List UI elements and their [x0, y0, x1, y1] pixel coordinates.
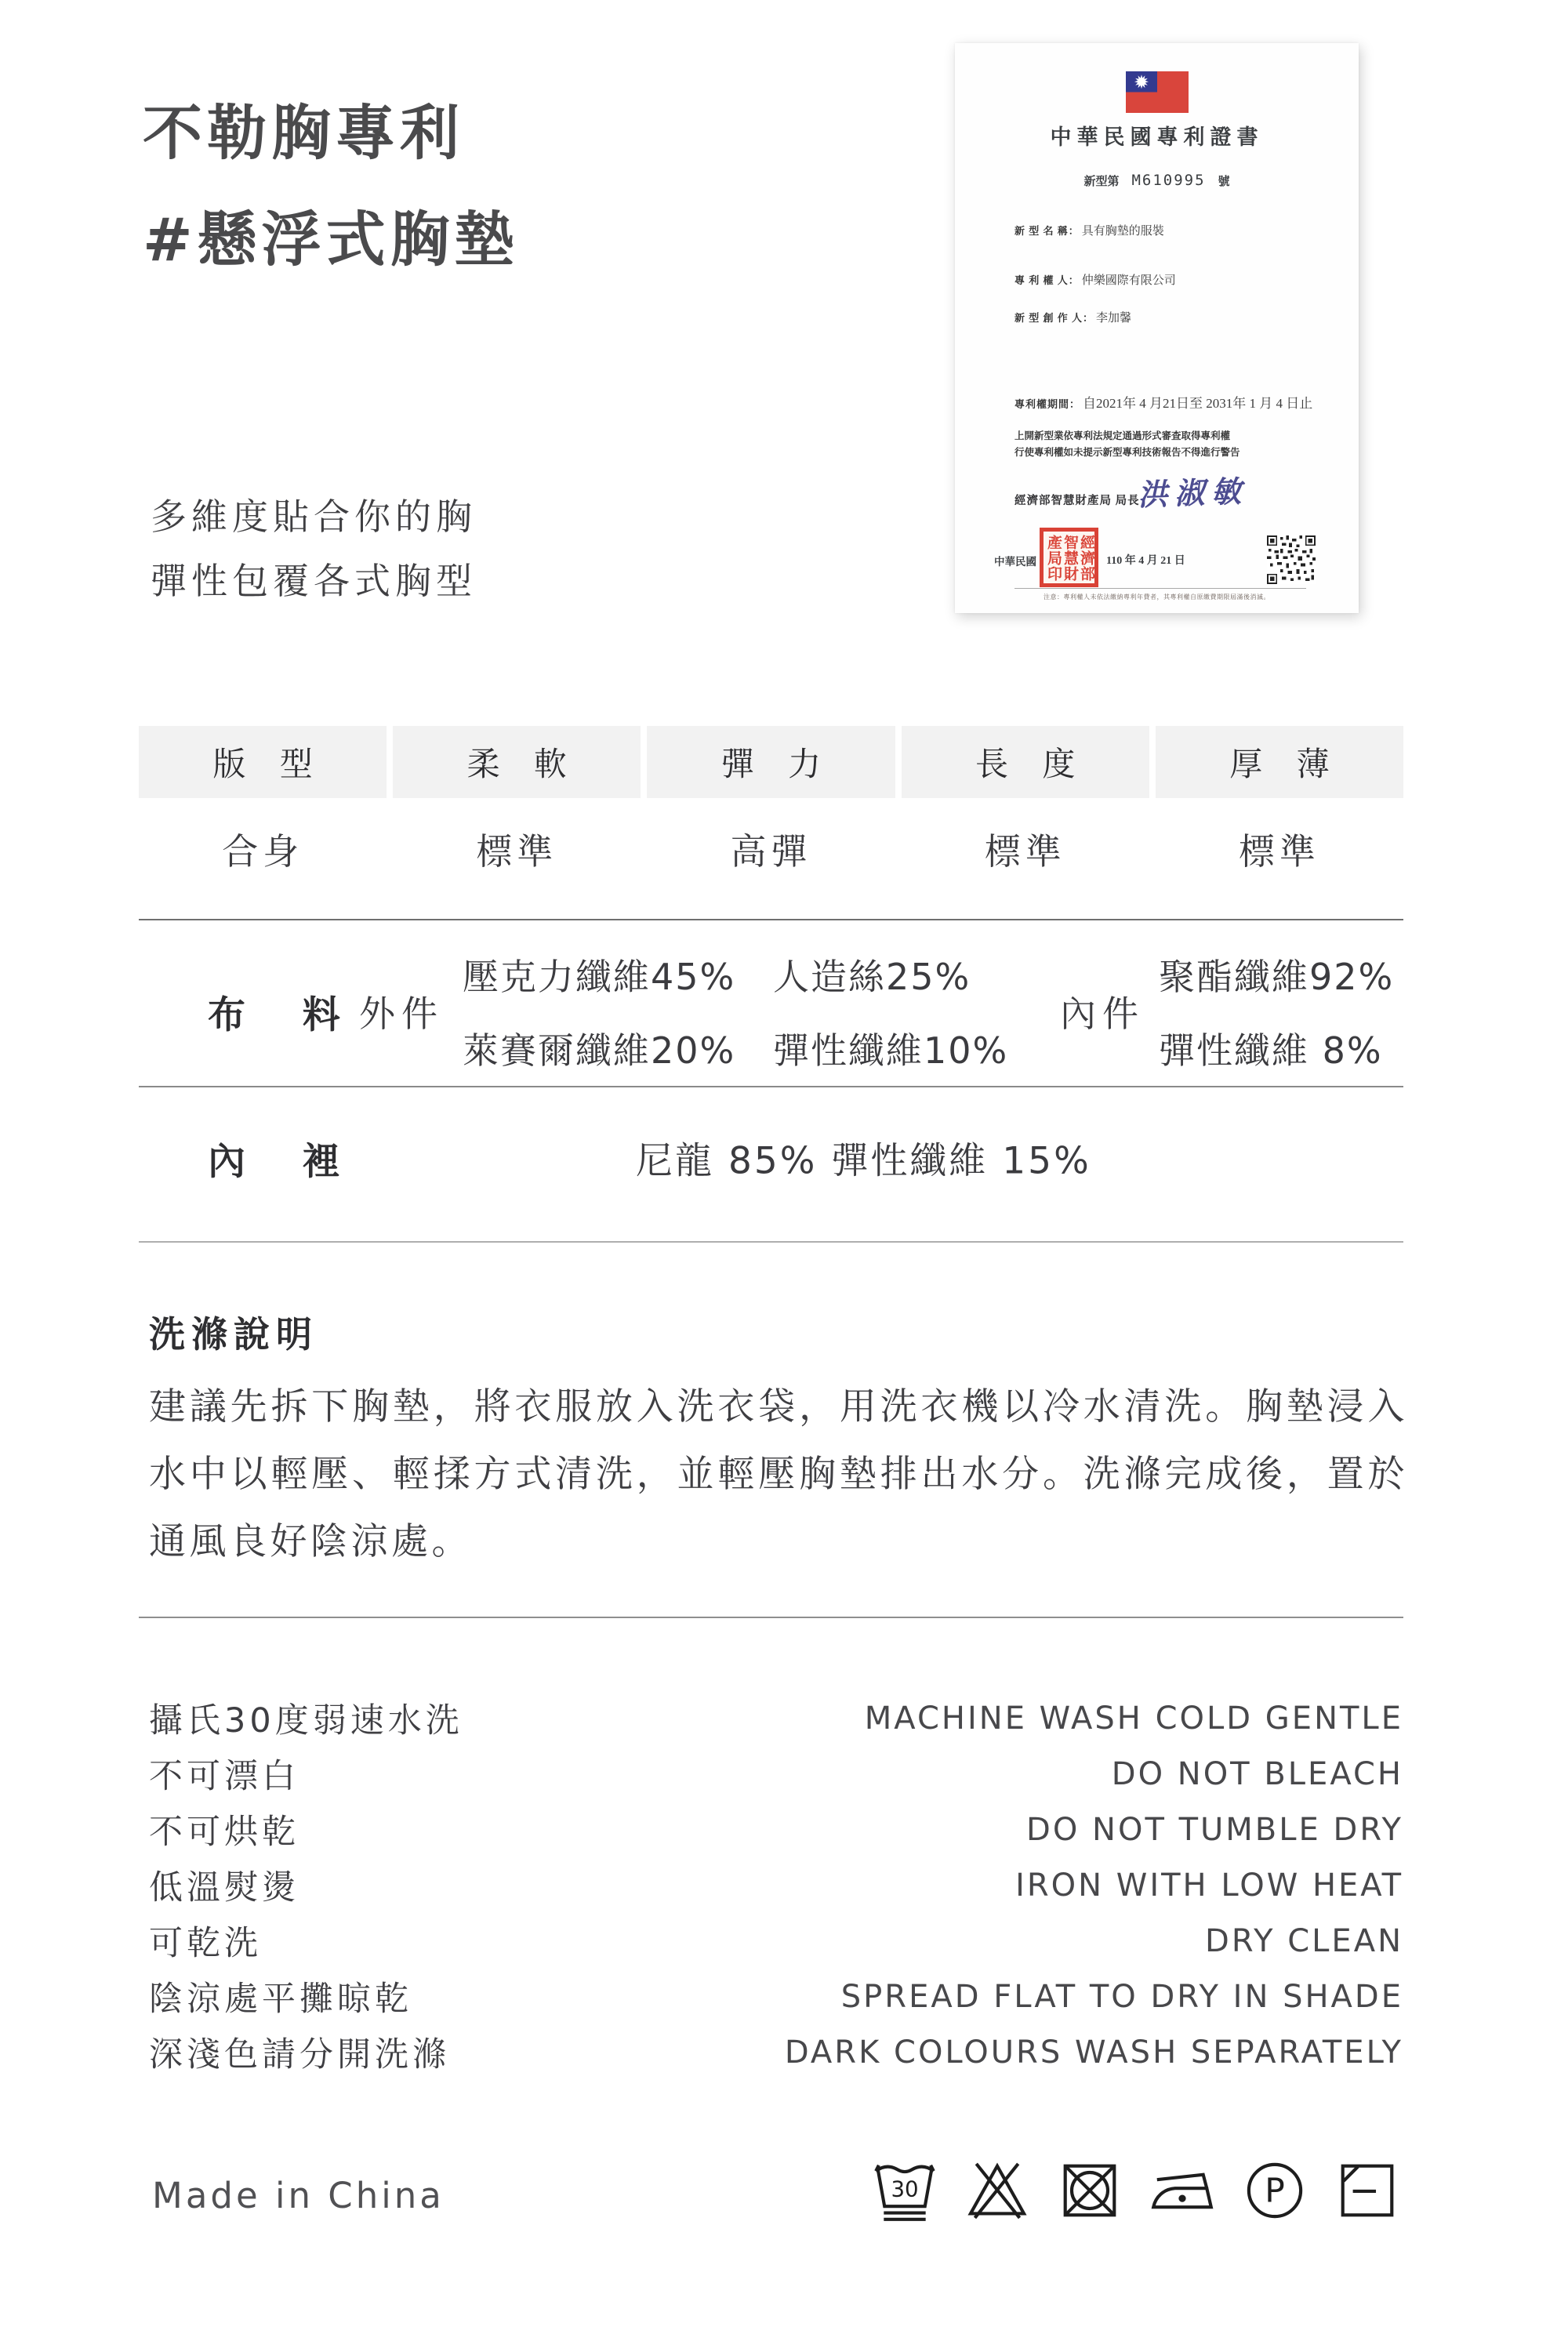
- tagline-line-1: 多維度貼合你的胸: [151, 495, 477, 538]
- spec-table-header: [139, 726, 1403, 798]
- spec-value-elasticity: 高彈: [730, 830, 812, 873]
- spec-table-values: [139, 823, 1403, 875]
- field-patent-term: 專利權期間： 自2021年 4 月21日至 2031年 1 月 4 日止: [1014, 396, 1313, 411]
- qr-code-icon: [1267, 535, 1316, 584]
- do-not-bleach-icon: [961, 2154, 1033, 2227]
- tagline: [151, 485, 477, 613]
- lining-row: [139, 1099, 1403, 1217]
- official-seal-stamp: 經濟部智慧財產局印: [1040, 528, 1098, 587]
- care-instruction-list: [149, 1690, 1403, 2080]
- fabric-row: [139, 938, 1403, 1085]
- iron-low-heat-icon: [1146, 2154, 1218, 2227]
- issue-date: 110 年 4 月 21 日: [1106, 555, 1185, 567]
- fabric-outer-column-1: 壓克力纖維45% 萊賽爾纖維20%: [463, 956, 736, 1072]
- divider: [139, 919, 1403, 920]
- care-row-tumble-dry: 不可烘乾 DO NOT TUMBLE DRY: [149, 1811, 1403, 1852]
- tagline-line-2: 彈性包覆各式胸型: [151, 560, 477, 602]
- fabric-inner-label: 內件: [1060, 993, 1145, 1035]
- date-era-prefix: 中華民國: [994, 556, 1036, 568]
- serial-prefix: 新型第: [1083, 176, 1120, 188]
- lining-label: 內 裡: [208, 1139, 362, 1184]
- certificate-title: 中華民國專利證書: [1050, 125, 1264, 149]
- washing-instructions: 建議先拆下胸墊，將衣服放入洗衣袋，用洗衣機以冷水清洗。胸墊浸入水中以輕壓、輕揉方式清洗，並輕壓胸墊排出水分。洗滌完成後，置於通風良好陰涼處。: [149, 1385, 1408, 1563]
- patent-certificate: [955, 43, 1359, 613]
- taiwan-flag-icon: [1126, 71, 1189, 113]
- svg-text:P: P: [1265, 2171, 1285, 2210]
- divider: [139, 1241, 1403, 1243]
- care-row-wash: 攝氏30度弱速水洗 MACHINE WASH COLD GENTLE: [149, 1700, 1403, 1740]
- spec-value-softness: 標準: [476, 830, 558, 873]
- field-model-name: 新 型 名 稱： 具有胸墊的服裝: [1014, 225, 1164, 238]
- serial-number: M610995: [1131, 172, 1206, 189]
- page-subtitle: #懸浮式胸墊: [143, 205, 519, 274]
- care-row-dry-clean: 可乾洗 DRY CLEAN: [149, 1922, 1403, 1963]
- svg-text:30: 30: [891, 2176, 919, 2202]
- washing-section-title: 洗滌說明: [149, 1313, 318, 1356]
- made-in-label: Made in China: [152, 2175, 445, 2216]
- spec-header-length: 長 度: [902, 726, 1149, 798]
- certificate-footnote: 注意：專利權人未依法繳納專利年費者，其專利權自原繳費期限屆滿後消滅。: [1044, 593, 1270, 601]
- divider: [139, 1617, 1403, 1618]
- issuer-title: 經濟部智慧財產局 局長: [1014, 495, 1140, 507]
- spec-header-softness: 柔 軟: [393, 726, 641, 798]
- fabric-outer-label: 外件: [359, 993, 444, 1035]
- care-row-bleach: 不可漂白 DO NOT BLEACH: [149, 1755, 1403, 1796]
- do-not-tumble-dry-icon: [1054, 2154, 1126, 2227]
- field-patent-owner: 專 利 權 人： 仲樂國際有限公司: [1014, 274, 1176, 287]
- spec-header-elasticity: 彈 力: [647, 726, 895, 798]
- director-signature: 洪淑敏: [1137, 475, 1249, 513]
- dry-flat-in-shade-icon: [1331, 2154, 1403, 2227]
- divider: [139, 1086, 1403, 1087]
- wash-30-gentle-icon: [869, 2154, 941, 2227]
- spec-value-length: 標準: [984, 830, 1066, 873]
- spec-value-fit: 合身: [222, 830, 304, 873]
- fabric-label: 布 料: [208, 993, 362, 1037]
- spec-header-thickness: 厚 薄: [1156, 726, 1403, 798]
- care-row-iron: 低溫熨燙 IRON WITH LOW HEAT: [149, 1867, 1403, 1907]
- dry-clean-p-icon: [1239, 2154, 1311, 2227]
- spec-value-thickness: 標準: [1238, 830, 1320, 873]
- care-symbol-row: [869, 2154, 1403, 2227]
- spec-header-fit: 版 型: [139, 726, 387, 798]
- serial-suffix: 號: [1218, 176, 1230, 188]
- field-creator: 新 型 創 作 人： 李加馨: [1014, 312, 1132, 325]
- care-row-dry-flat: 陰涼處平攤晾乾 SPREAD FLAT TO DRY IN SHADE: [149, 1978, 1403, 2019]
- certificate-serial: [955, 172, 1359, 189]
- page-title: 不勒胸專利: [143, 98, 464, 168]
- fabric-inner-column: 聚酯纖維92% 彈性纖維 8%: [1159, 956, 1395, 1072]
- certificate-notice: 上開新型業依專利法規定通過形式審查取得專利權 行使專利權如未提示新型專利技術報告不得進行警告: [1014, 430, 1240, 458]
- lining-value: 尼龍 85% 彈性纖維 15%: [636, 1139, 1091, 1183]
- certificate-footnote-rule: [1014, 588, 1306, 589]
- care-row-wash-separately: 深淺色請分開洗滌 DARK COLOURS WASH SEPARATELY: [149, 2034, 1403, 2074]
- fabric-outer-column-2: 人造絲25% 彈性纖維10%: [773, 956, 1009, 1072]
